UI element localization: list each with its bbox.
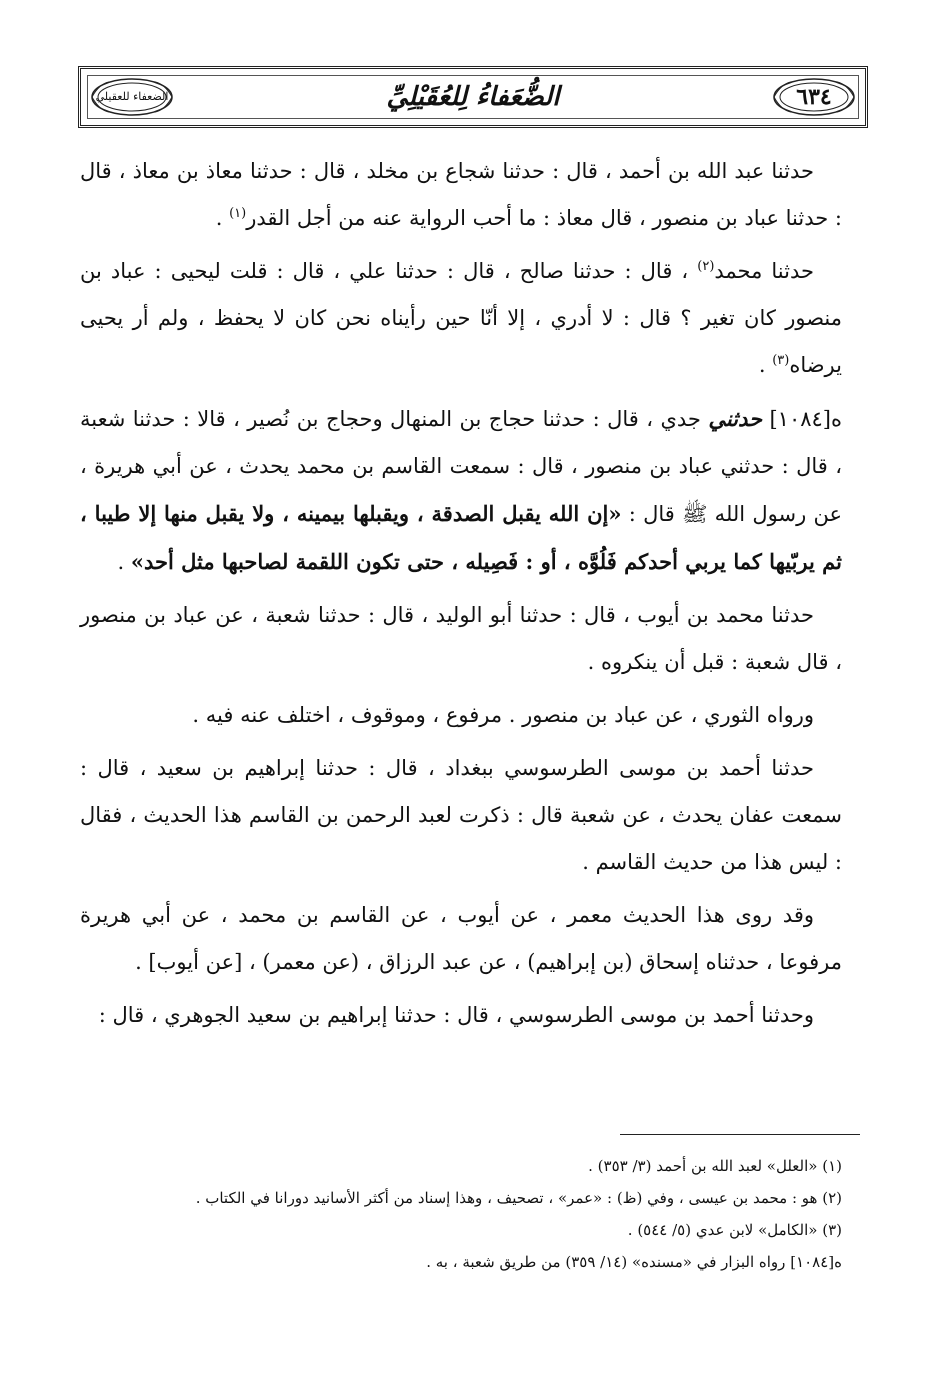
- paragraph: [80, 892, 842, 986]
- hadith-quote: «إن الله يقبل الصدقة ، ويقبلها بيمينه ، ولا يقبل منها إلا طيبا ، ثم يربّيها كما يربي أحدكم فَلُوَّه ، أو : فَصِيله ، حتى تكون اللقمة لصاحبها مثل أحد»: [80, 501, 842, 574]
- paragraph: [80, 992, 842, 1039]
- paragraph-text: وقد روى هذا الحديث معمر ، عن أيوب ، عن القاسم بن محمد ، عن أبي هريرة مرفوعا ، حدثناه إسحاق (بن إبراهيم) ، عن عبد الرزاق ، (عن معمر) ، [عن أيوب] .: [80, 903, 842, 974]
- emblem-text: الضعفاء للعقيلي: [95, 90, 169, 103]
- footnote: (٣) «الكامل» لابن عدي (٥/ ٥٤٤) .: [627, 1221, 842, 1239]
- paragraph-text: حدثني: [708, 406, 763, 431]
- footnote-ref: (١): [229, 206, 247, 221]
- page-title: الضُّعَفاءُ لِلعُقَيْلِيِّ: [386, 82, 560, 112]
- paragraph: [80, 148, 842, 242]
- paragraph: [80, 248, 842, 389]
- paragraph-text: .: [117, 550, 131, 574]
- footnote-divider: [620, 1134, 860, 1135]
- page-header: [78, 66, 868, 128]
- paragraph-text: حدثنا عبد الله بن أحمد ، قال : حدثنا شجاع بن مخلد ، قال : حدثنا معاذ بن معاذ ، قال : حدثنا عباد بن منصور ، قال معاذ : ما أحب الرواية عنه من أجل القدر: [80, 159, 842, 230]
- paragraph-text: حدثنا محمد بن أيوب ، قال : حدثنا أبو الوليد ، قال : حدثنا شعبة ، عن عباد بن منصور ، قال شعبة : قبل أن ينكروه .: [80, 603, 842, 674]
- paragraph-text: ، قال : حدثنا صالح ، قال : حدثنا علي ، قال : قلت ليحيى : عباد بن منصور كان تغير ؟ قال : لا أدري ، إلا أنّا حين رأيناه نحن كان لا يحفظ ، ولم أر يحيى يرضاه: [80, 259, 842, 377]
- page-number-ornament: [771, 76, 857, 118]
- hadith-paragraph: [80, 395, 842, 586]
- paragraph: [80, 745, 842, 886]
- footnote-ref: (٢): [697, 259, 715, 274]
- footnote: ه[١٠٨٤] رواه البزار في «مسنده» (١٤/ ٣٥٩) من طريق شعبة ، به .: [426, 1253, 842, 1271]
- hadith-number: ه[١٠٨٤]: [762, 407, 842, 431]
- footnote-ref: (٣): [772, 353, 790, 368]
- page-number: ٦٣٤: [796, 84, 832, 110]
- paragraph-text: .: [215, 206, 230, 230]
- emblem-ornament: [89, 76, 175, 118]
- footnote: (١) «العلل» لعبد الله بن أحمد (٣/ ٣٥٣) .: [588, 1157, 842, 1175]
- paragraph-text: حدثنا محمد: [714, 259, 814, 283]
- paragraph-text: .: [758, 353, 773, 377]
- paragraph-text: ورواه الثوري ، عن عباد بن منصور . مرفوع ، وموقوف ، اختلف عنه فيه .: [192, 703, 814, 727]
- footnote: (٢) هو : محمد بن عيسى ، وفي (ظ) : «عمر» ، تصحيف ، وهذا إسناد من أكثر الأسانيد دورانا في الكتاب .: [195, 1189, 842, 1207]
- paragraph: [80, 692, 842, 739]
- paragraph: [80, 592, 842, 686]
- paragraph-text: وحدثنا أحمد بن موسى الطرسوسي ، قال : حدثنا إبراهيم بن سعيد الجوهري ، قال :: [98, 1003, 814, 1027]
- paragraph-text: حدثنا أحمد بن موسى الطرسوسي ببغداد ، قال : حدثنا إبراهيم بن سعيد ، قال : سمعت عفان يحدث ، عن شعبة قال : ذكرت لعبد الرحمن بن القاسم هذا الحديث ، فقال : ليس هذا من حديث القاسم .: [80, 756, 842, 874]
- paragraph-text: جدي ، قال : حدثنا حجاج بن المنهال وحجاج بن نُصير ، قالا : حدثنا شعبة ، قال : حدثني عباد بن منصور ، قال : سمعت القاسم بن محمد يحدث ، عن أبي هريرة ، عن رسول الله ﷺ قال :: [80, 407, 842, 526]
- main-text: [80, 148, 842, 1045]
- footnotes: [90, 1150, 842, 1278]
